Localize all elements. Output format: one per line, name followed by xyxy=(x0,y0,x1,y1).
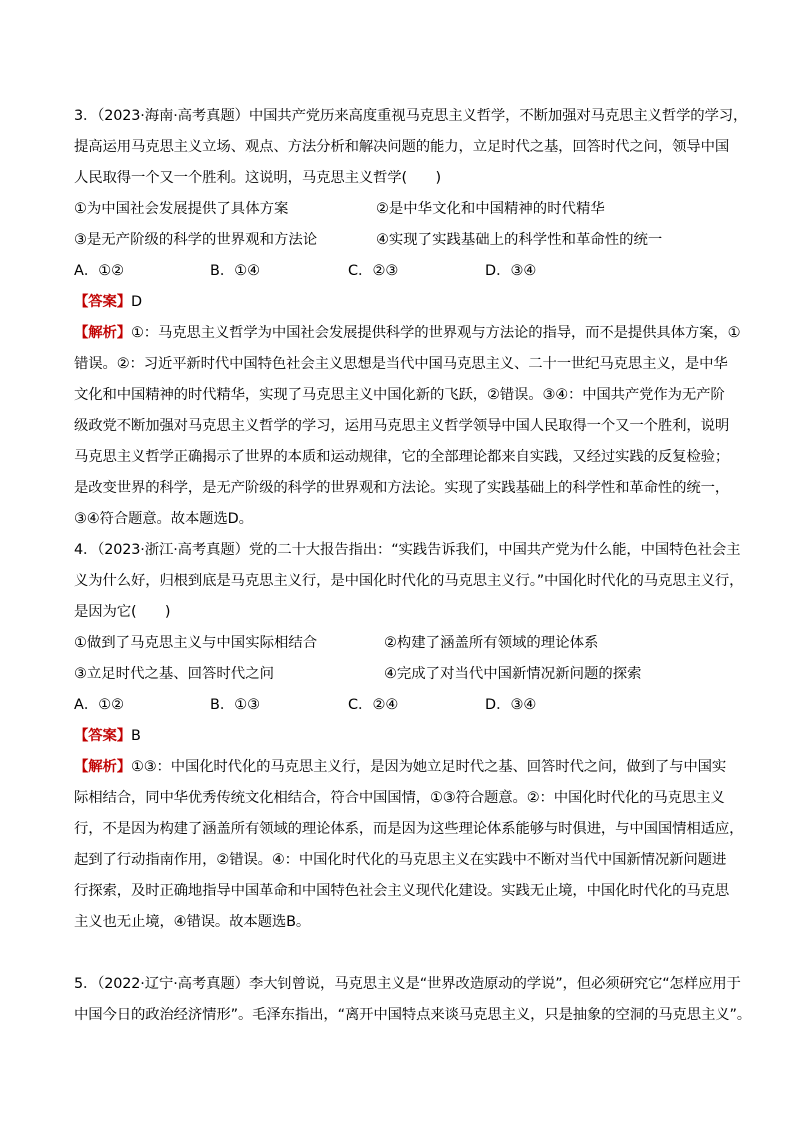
analysis-label: 【解析】 xyxy=(74,325,131,341)
analysis-text: 行探索，及时正确地指导中国革命和中国特色社会主义现代化建设。实践无止境，中国化时代化的马克思 xyxy=(74,883,730,899)
options-row xyxy=(74,194,760,225)
question-stem-line: 人民取得一个又一个胜利。这说明，马克思主义哲学( ) xyxy=(74,170,441,186)
option-3: ③立足时代之基、回答时代之问 xyxy=(74,666,274,682)
analysis-label: 【解析】 xyxy=(74,759,131,775)
analysis-text: 行，不是因为构建了涵盖所有领域的理论体系，而是因为这些理论体系能够与时俱进，与中国国情相适应， xyxy=(74,821,744,837)
option-2: ②是中华文化和中国精神的时代精华 xyxy=(376,201,605,217)
option-1: ①做到了马克思主义与中国实际相结合 xyxy=(74,635,318,651)
analysis-text: 是改变世界的科学，是无产阶级的科学的世界观和方法论。实现了实践基础上的科学性和革命性的统一， xyxy=(74,480,730,496)
answer-value: B xyxy=(130,728,141,744)
question-stem-line: 4．（2023·浙江·高考真题）党的二十大报告指出：“实践告诉我们，中国共产党为什么能，中国特色社会主 xyxy=(74,542,741,558)
options-row xyxy=(74,659,760,690)
answer-label: 【答案】 xyxy=(74,294,131,310)
choice-c: C．②③ xyxy=(348,263,399,279)
question-stem-line: 义为什么好，归根到底是马克思主义行，是中国化时代化的马克思主义行。”中国化时代化的马克思主义行， xyxy=(74,573,744,589)
options-row xyxy=(74,628,760,659)
analysis-text: 马克思主义哲学正确揭示了世界的本质和运动规律，它的全部理论都来自实践，又经过实践的反复检验； xyxy=(74,449,730,465)
analysis-text: ①：马克思主义哲学为中国社会发展提供科学的世界观与方法论的指导，而不是提供具体方案，① xyxy=(130,325,741,341)
choice-d: D．③④ xyxy=(485,263,537,279)
choice-a: A．①② xyxy=(74,263,125,279)
question-5 xyxy=(74,969,760,1031)
option-2: ②构建了涵盖所有领域的理论体系 xyxy=(384,635,599,651)
analysis-text: 文化和中国精神的时代精华，实现了马克思主义中国化新的飞跃，②错误。③④：中国共产党作为无产阶 xyxy=(74,387,725,403)
option-4: ④完成了对当代中国新情况新问题的探索 xyxy=(384,666,642,682)
option-4: ④实现了实践基础上的科学性和革命性的统一 xyxy=(376,232,663,248)
answer-line xyxy=(74,721,760,752)
analysis-text: ①③：中国化时代化的马克思主义行，是因为她立足时代之基、回答时代之问，做到了与中国实 xyxy=(130,759,727,775)
question-stem-line: 提高运用马克思主义立场、观点、方法分析和解决问题的能力，立足时代之基，回答时代之问，领导中国 xyxy=(74,139,730,155)
analysis-line xyxy=(74,752,760,783)
choices-row xyxy=(74,690,760,721)
answer-label: 【答案】 xyxy=(74,728,131,744)
analysis-text: ③④符合题意。故本题选D。 xyxy=(74,511,253,527)
analysis-text: 主义也无止境，④错误。故本题选B。 xyxy=(74,914,311,930)
answer-line xyxy=(74,287,760,318)
analysis-text: 级政党不断加强对马克思主义哲学的学习，运用马克思主义哲学领导中国人民取得一个又一个胜利，说明 xyxy=(74,418,730,434)
question-stem-line: 中国今日的政治经济情形”。毛泽东指出，“离开中国特点来谈马克思主义，只是抽象的空洞的马克思主义”。 xyxy=(74,1007,751,1023)
question-4 xyxy=(74,535,760,938)
question-stem-line: 5．（2022·辽宁·高考真题）李大钊曾说，马克思主义是“世界改造原动的学说”，但必须研究它“怎样应用于 xyxy=(74,976,741,992)
question-3 xyxy=(74,101,760,535)
option-1: ①为中国社会发展提供了具体方案 xyxy=(74,201,289,217)
analysis-text: 起到了行动指南作用，②错误。④：中国化时代化的马克思主义在实践中不断对当代中国新情况新问题进 xyxy=(74,852,727,868)
choices-row xyxy=(74,256,760,287)
answer-value: D xyxy=(130,294,142,310)
option-3: ③是无产阶级的科学的世界观和方法论 xyxy=(74,232,318,248)
options-row xyxy=(74,225,760,256)
choice-d: D．③④ xyxy=(485,697,537,713)
analysis-text: 际相结合，同中华优秀传统文化相结合，符合中国国情，①③符合题意。②：中国化时代化的马克思主义 xyxy=(74,790,725,806)
choice-b: B．①③ xyxy=(210,697,261,713)
question-stem-line: 是因为它( ) xyxy=(74,604,171,620)
analysis-text: 错误。②：习近平新时代中国特色社会主义思想是当代中国马克思主义、二十一世纪马克思主义，是中华 xyxy=(74,356,728,372)
choice-a: A．①② xyxy=(74,697,125,713)
choice-b: B．①④ xyxy=(210,263,261,279)
choice-c: C．②④ xyxy=(348,697,399,713)
analysis-line xyxy=(74,318,760,349)
question-stem-line: 3．（2023·海南·高考真题）中国共产党历来高度重视马克思主义哲学，不断加强对马克思主义哲学的学习， xyxy=(74,108,748,124)
